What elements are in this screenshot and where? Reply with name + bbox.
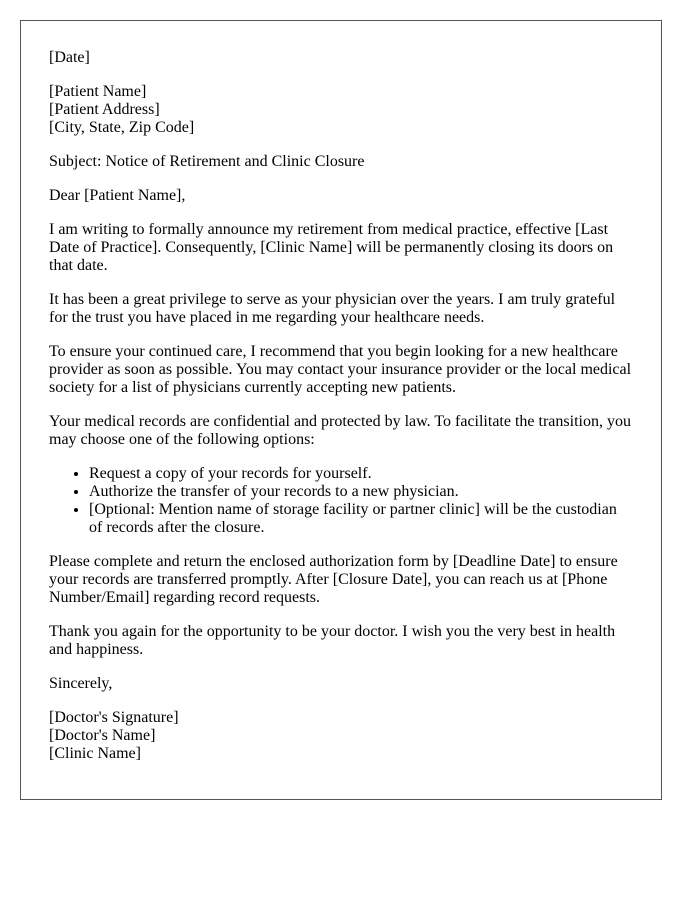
recipient-name: [Patient Name] xyxy=(49,83,147,100)
letter xyxy=(20,20,662,800)
doctor-signature: [Doctor's Signature] xyxy=(49,709,179,726)
paragraph: Thank you again for the opportunity to be your doctor. I wish you the very best in health and happiness. xyxy=(49,623,616,658)
recipient-city: [City, State, Zip Code] xyxy=(49,119,195,136)
doctor-name: [Doctor's Name] xyxy=(49,727,156,744)
signoff: Sincerely, xyxy=(49,675,113,692)
list-item: • Authorize the transfer of your records to a new physician. xyxy=(89,483,632,501)
salutation: Dear [Patient Name], xyxy=(49,187,186,204)
paragraph: It has been a great privilege to serve as your physician over the years. I am truly grateful for the trust you have placed in me regarding your healthcare needs. xyxy=(49,291,616,326)
paragraph: I am writing to formally announce my retirement from medical practice, effective [Last Date of Practice]. Consequently, [Clinic Name] will be permanently closing its doors on that date. xyxy=(49,221,614,274)
recipient-address-line: [Patient Address] xyxy=(49,101,160,118)
date: [Date] xyxy=(49,49,90,66)
paragraph: To ensure your continued care, I recommend that you begin looking for a new healthcare provider as soon as possible. You may contact your insurance provider or the local medical society for a list of physicians currently accepting new patients. xyxy=(49,343,632,396)
signature-block xyxy=(49,709,632,763)
list-item: • [Optional: Mention name of storage facility or partner clinic] will be the custodian of records after the closure. xyxy=(89,501,632,537)
subject: Subject: Notice of Retirement and Clinic Closure xyxy=(49,153,365,170)
recipient-address xyxy=(49,83,632,137)
clinic-name: [Clinic Name] xyxy=(49,745,141,762)
options-list xyxy=(49,465,632,537)
paragraph: Please complete and return the enclosed authorization form by [Deadline Date] to ensure your records are transferred promptly. After [Closure Date], you can reach us at [Phone Number/Email] regarding record requests. xyxy=(49,553,618,606)
list-item: • Request a copy of your records for yourself. xyxy=(89,465,632,483)
paragraph: Your medical records are confidential and protected by law. To facilitate the transition, you may choose one of the following options: xyxy=(49,413,631,448)
